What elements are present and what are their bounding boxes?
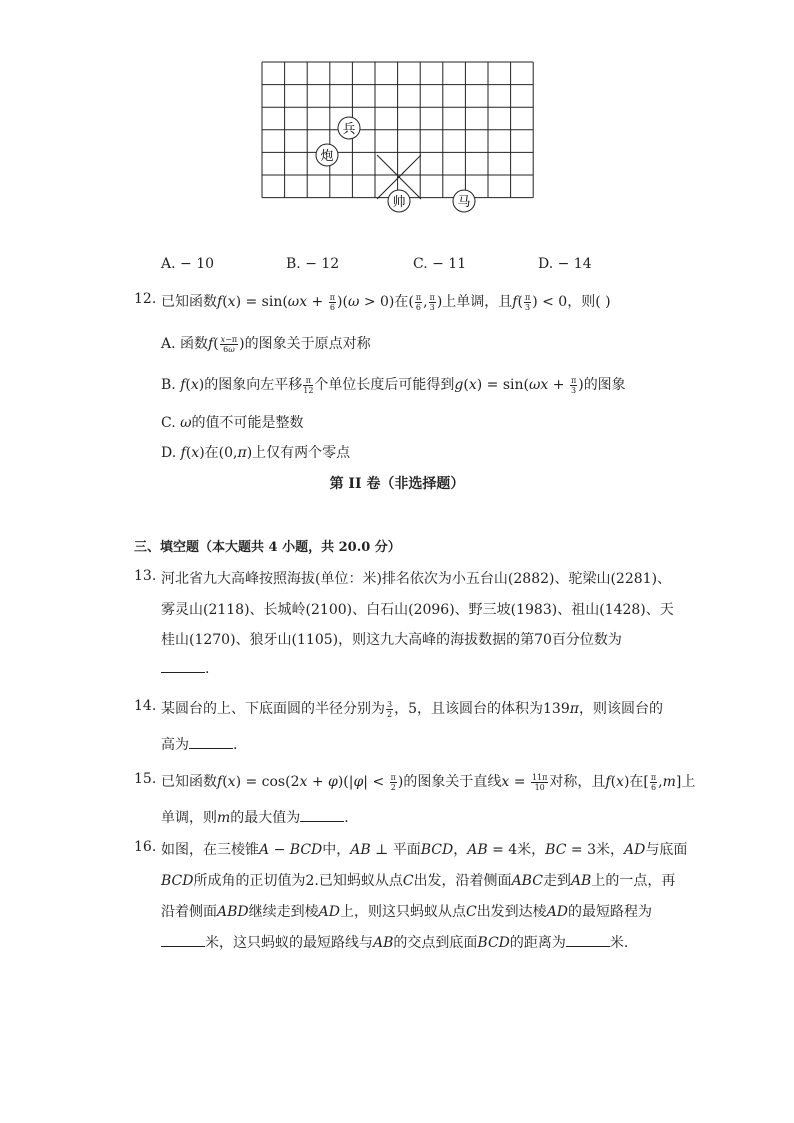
answer-blank <box>161 660 205 673</box>
q14-line1: 某圆台的上、下底面圆的半径分别为 $\frac{3}{2}$ ，5，且该圆台的体积为139π，则该圆台的 <box>161 699 663 719</box>
part2-title: 第 II 卷（非选择题） <box>329 476 465 492</box>
q16-line4: 米，这只蚂蚁的最短路线与AB的交点到底面BCD的距离为 米. <box>161 932 628 952</box>
answer-blank <box>566 934 610 947</box>
section3-title: 三、填空题（本大题共 4 小题，共 20.0 分） <box>134 540 401 555</box>
q15-line1: 已知函数f(x) = cos(2x + φ)(|φ| < $\frac{\pi}{2}$ )的图象关于直线x = $\frac{11\pi}{10}$ 对称，且f(x)在[ $\frac{\pi}{6}$ ,m]上 <box>161 772 696 792</box>
svg-text:帅: 帅 <box>392 195 406 210</box>
svg-text:炮: 炮 <box>320 149 334 164</box>
q11-option-d: D. − 14 <box>538 256 592 272</box>
q11-option-a: A. − 10 <box>161 256 215 272</box>
svg-text:马: 马 <box>457 195 471 210</box>
piece-shuai <box>388 190 410 212</box>
q14-line2: 高为 . <box>161 737 238 753</box>
piece-pao <box>316 144 338 166</box>
q16-number: 16. <box>134 839 157 855</box>
q12-option-d: D. f(x)在(0,π)上仅有两个零点 <box>161 445 351 461</box>
q12-option-c: C. ω的值不可能是整数 <box>161 415 304 431</box>
q15-number: 15. <box>134 771 157 787</box>
q16-line1: 如图，在三棱锥A − BCD中，AB ⊥ 平面BCD，AB = 4米，BC = 3米，AD与底面 <box>161 842 688 858</box>
answer-blank <box>189 736 233 749</box>
q12-number: 12. <box>134 291 157 307</box>
q12-option-b: B. f(x)的图象向左平移 $\frac{\pi}{12}$ 个单位长度后可能得到g(x) = sin(ωx + $\frac{\pi}{3}$ )的图象 <box>161 375 626 395</box>
q15-line2: 单调，则m的最大值为 . <box>161 810 349 826</box>
q11-option-c: C. − 11 <box>413 256 467 272</box>
q11-option-b: B. − 12 <box>286 256 340 272</box>
q13-line3: 桂山(1270)、狼牙山(1105)，则这九大高峰的海拔数据的第70百分位数为 <box>161 632 622 648</box>
q13-line1: 河北省九大高峰按照海拔(单位：米)排名依次为小五台山(2882)、驼梁山(2281)、 <box>161 571 672 587</box>
answer-blank <box>161 934 205 947</box>
q13-line2: 雾灵山(2118)、长城岭(2100)、白石山(2096)、野三坡(1983)、祖山(1428)、天 <box>161 602 674 618</box>
chessboard-figure <box>255 55 545 220</box>
q12-stem: 已知函数f(x) = sin(ωx + $\frac{\pi}{6}$ )(ω > 0)在( $\frac{\pi}{6}$ , $\frac{\pi}{3}$ )上单调，且f( $\frac{\pi}{3}$ ) < 0，则( ) <box>161 292 611 312</box>
q13-answer: . <box>161 660 209 677</box>
svg-text:兵: 兵 <box>342 122 356 137</box>
piece-bing <box>338 117 360 139</box>
answer-blank <box>300 809 344 822</box>
q16-line2: BCD所成角的正切值为2.已知蚂蚁从点C出发，沿着侧面ABC走到AB上的一点，再 <box>161 873 676 889</box>
piece-ma <box>453 190 475 212</box>
q12-option-a: A. 函数f( $\frac{x-\pi}{6\omega}$ )的图象关于原点对称 <box>161 334 371 354</box>
q14-number: 14. <box>134 698 157 714</box>
q16-line3: 沿着侧面ABD继续走到棱AD上，则这只蚂蚁从点C出发到达棱AD的最短路程为 <box>161 904 653 920</box>
q13-number: 13. <box>134 568 157 584</box>
